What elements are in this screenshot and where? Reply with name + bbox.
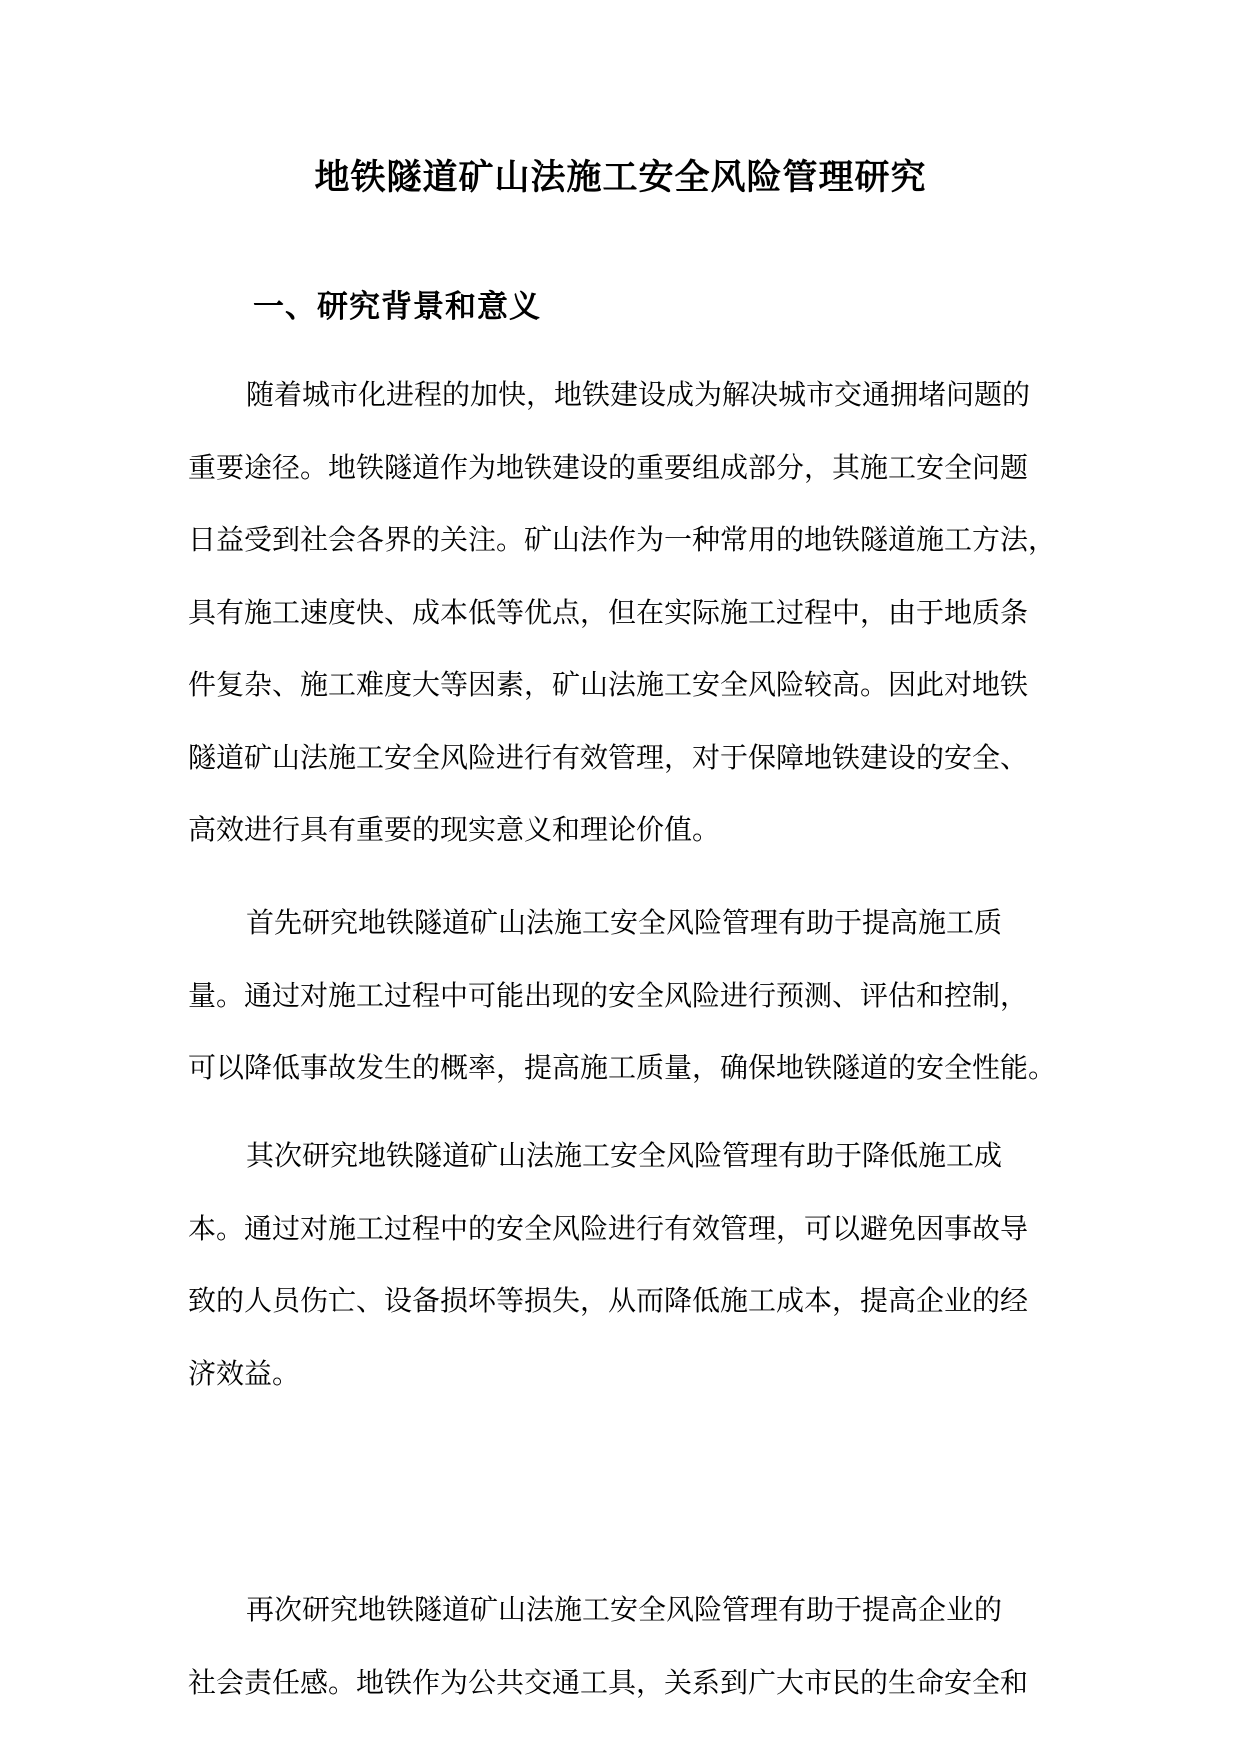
paragraph-line: 随着城市化进程的加快，地铁建设成为解决城市交通拥堵问题的: [246, 378, 1031, 411]
paragraph-line: 件复杂、施工难度大等因素，矿山法施工安全风险较高。因此对地铁: [188, 668, 1029, 701]
paragraph-line: 具有施工速度快、成本低等优点，但在实际施工过程中，由于地质条: [188, 595, 1029, 629]
paragraph-line: 济效益。: [188, 1356, 301, 1390]
paragraph-line: 可以降低事故发生的概率，提高施工质量，确保地铁隧道的安全性能。: [188, 1051, 1057, 1084]
document-title: 地铁隧道矿山法施工安全风险管理研究: [314, 157, 927, 198]
paragraph-1: [188, 359, 1056, 867]
paragraph-line: 重要途径。地铁隧道作为地铁建设的重要组成部分，其施工安全问题: [188, 450, 1029, 484]
paragraph-2: [188, 887, 1056, 1105]
paragraph-line: 再次研究地铁隧道矿山法施工安全风险管理有助于提高企业的: [246, 1593, 1003, 1626]
paragraph-3: [188, 1120, 1056, 1410]
paragraph-line: 致的人员伤亡、设备损坏等损失，从而降低施工成本，提高企业的经: [188, 1284, 1029, 1317]
paragraph-line: 日益受到社会各界的关注。矿山法作为一种常用的地铁隧道施工方法，: [188, 523, 1057, 556]
paragraph-line: 隧道矿山法施工安全风险进行有效管理，对于保障地铁建设的安全、: [188, 740, 1029, 774]
paragraph-line: 量。通过对施工过程中可能出现的安全风险进行预测、评估和控制，: [188, 978, 1029, 1012]
paragraph-4: [188, 1574, 1056, 1719]
paragraph-line: 高效进行具有重要的现实意义和理论价值。: [188, 813, 721, 846]
paragraph-line: 本。通过对施工过程中的安全风险进行有效管理，可以避免因事故导: [188, 1211, 1029, 1245]
paragraph-line: 其次研究地铁隧道矿山法施工安全风险管理有助于降低施工成: [246, 1139, 1003, 1172]
section-heading: 一、研究背景和意义: [253, 289, 541, 325]
paragraph-line: 社会责任感。地铁作为公共交通工具，关系到广大市民的生命安全和: [188, 1665, 1029, 1699]
paragraph-line: 首先研究地铁隧道矿山法施工安全风险管理有助于提高施工质: [246, 906, 1003, 939]
